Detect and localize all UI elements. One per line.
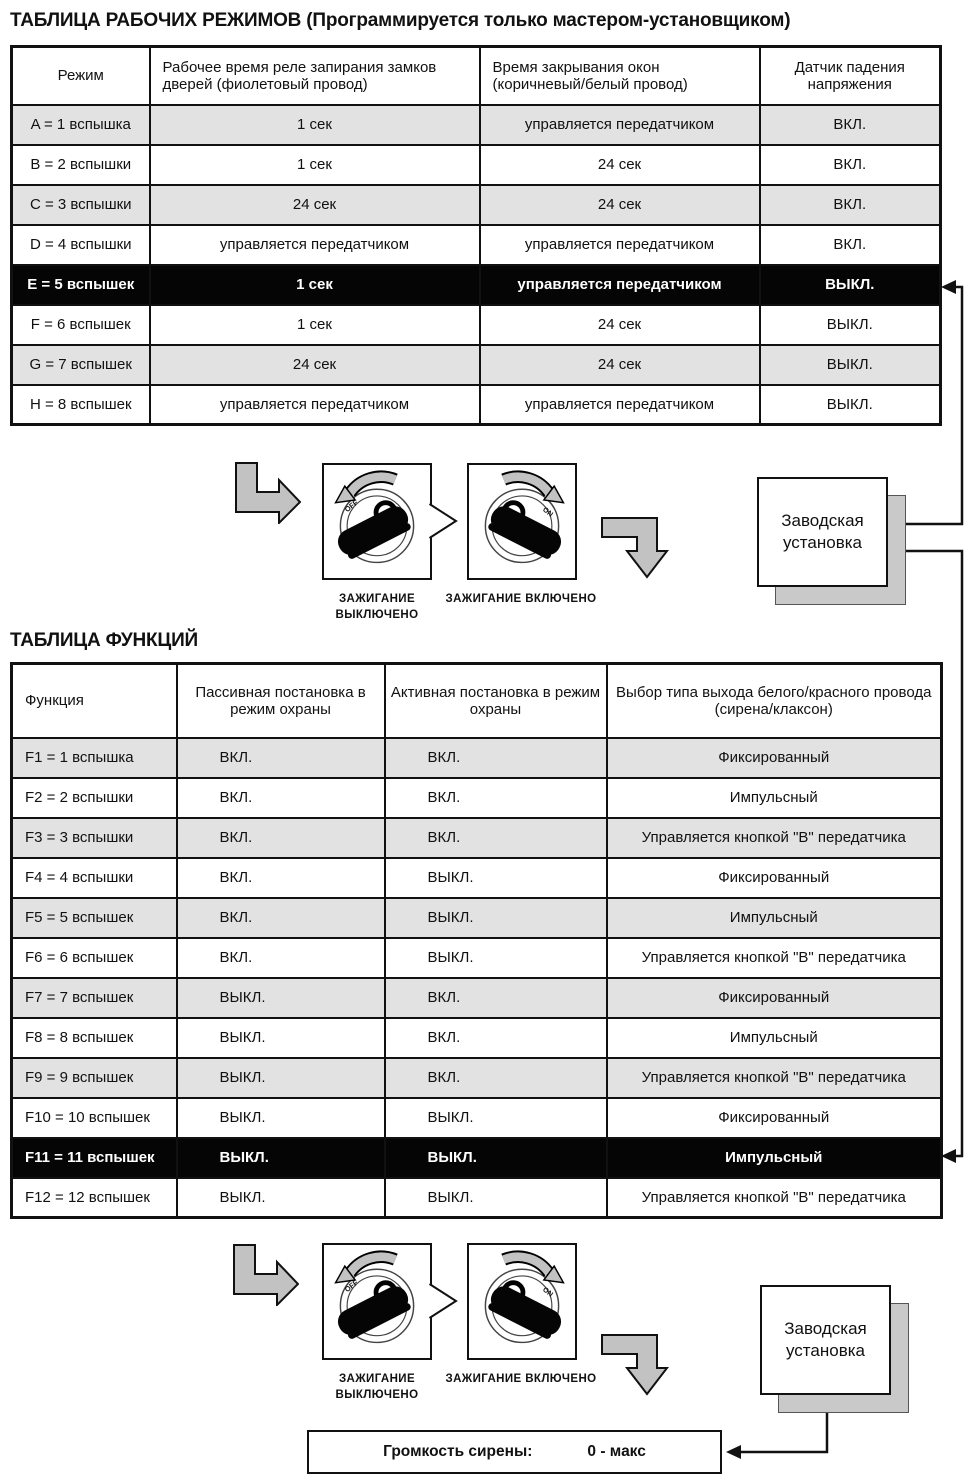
function-cell: F6 = 6 вспышек [12,938,177,978]
table-row [12,858,942,898]
relay-time-cell: управляется передатчиком [150,385,480,425]
siren-output-type-cell: Управляется кнопкой "B" передатчика [607,938,942,978]
mode-cell: H = 8 вспышек [12,385,150,425]
functions-header-output-type: Выбор типа выхода белого/красного провода (сирена/клаксон) [607,664,942,738]
passive-arming-cell: ВЫКЛ. [177,1058,385,1098]
table-row [12,1138,942,1178]
siren-output-type-cell: Импульсный [607,898,942,938]
voltage-drop-sensor-cell: ВКЛ. [760,225,941,265]
modes-header-row [12,47,941,105]
siren-output-type-cell: Управляется кнопкой "B" передатчика [607,1178,942,1218]
table-row [12,1098,942,1138]
pointer-chevron-icon [430,504,457,538]
relay-time-cell: 1 сек [150,305,480,345]
active-arming-cell: ВКЛ. [385,1058,607,1098]
flow-arrow-down-right-icon [235,462,301,524]
modes-header-voltage-sensor: Датчик падения напряжения [760,47,941,105]
table-row [12,265,941,305]
voltage-drop-sensor-cell: ВЫКЛ. [760,385,941,425]
siren-output-type-cell: Управляется кнопкой "B" передатчика [607,1058,942,1098]
voltage-drop-sensor-cell: ВЫКЛ. [760,345,941,385]
active-arming-cell: ВЫКЛ. [385,1138,607,1178]
function-cell: F9 = 9 вспышек [12,1058,177,1098]
window-close-time-cell: управляется передатчиком [480,265,760,305]
passive-arming-cell: ВКЛ. [177,938,385,978]
functions-table-title: ТАБЛИЦА ФУНКЦИЙ [10,630,199,651]
active-arming-cell: ВКЛ. [385,978,607,1018]
table-row [12,938,942,978]
mode-cell: B = 2 вспышки [12,145,150,185]
page-title: ТАБЛИЦА РАБОЧИХ РЕЖИМОВ (Программируется только мастером-установщиком) [10,10,791,31]
passive-arming-cell: ВЫКЛ. [177,978,385,1018]
active-arming-cell: ВЫКЛ. [385,938,607,978]
siren-output-type-cell: Фиксированный [607,738,942,778]
active-arming-cell: ВЫКЛ. [385,1178,607,1218]
passive-arming-cell: ВЫКЛ. [177,1178,385,1218]
active-arming-cell: ВКЛ. [385,818,607,858]
passive-arming-cell: ВКЛ. [177,818,385,858]
mode-cell: E = 5 вспышек [12,265,150,305]
passive-arming-cell: ВКЛ. [177,858,385,898]
voltage-drop-sensor-cell: ВЫКЛ. [760,305,941,345]
ignition-key-on-box [467,1243,577,1360]
ignition-key-off-box [322,1243,432,1360]
table-row [12,738,942,778]
active-arming-cell: ВКЛ. [385,778,607,818]
passive-arming-cell: ВЫКЛ. [177,1098,385,1138]
function-cell: F5 = 5 вспышек [12,898,177,938]
function-cell: F11 = 11 вспышек [12,1138,177,1178]
turn-key-left-icon [324,465,430,578]
table-row [12,305,941,345]
ignition-key-off-box [322,463,432,580]
table-row [12,898,942,938]
passive-arming-cell: ВЫКЛ. [177,1138,385,1178]
table-row [12,1018,942,1058]
active-arming-cell: ВЫКЛ. [385,858,607,898]
voltage-drop-sensor-cell: ВКЛ. [760,105,941,145]
functions-header-passive-arming: Пассивная постановка в режим охраны [177,664,385,738]
function-cell: F12 = 12 вспышек [12,1178,177,1218]
turn-key-right-icon [469,1245,575,1358]
function-cell: F7 = 7 вспышек [12,978,177,1018]
window-close-time-cell: управляется передатчиком [480,105,760,145]
relay-time-cell: 1 сек [150,265,480,305]
voltage-drop-sensor-cell: ВКЛ. [760,145,941,185]
passive-arming-cell: ВКЛ. [177,738,385,778]
turn-key-right-icon [469,465,575,578]
turn-key-left-icon [324,1245,430,1358]
mode-cell: G = 7 вспышек [12,345,150,385]
function-cell: F1 = 1 вспышка [12,738,177,778]
function-cell: F8 = 8 вспышек [12,1018,177,1058]
arrowhead-left-icon [941,1149,956,1163]
table-row [12,145,941,185]
functions-header-row [12,664,942,738]
key-on-label: ON [541,1284,556,1299]
ignition-on-label: ЗАЖИГАНИЕ ВКЛЮЧЕНО [445,593,597,605]
table-row [12,105,941,145]
table-row [12,778,942,818]
window-close-time-cell: 24 сек [480,145,760,185]
function-cell: F2 = 2 вспышки [12,778,177,818]
function-cell: F4 = 4 вспышки [12,858,177,898]
siren-output-type-cell: Управляется кнопкой "B" передатчика [607,818,942,858]
mode-cell: F = 6 вспышек [12,305,150,345]
siren-output-type-cell: Фиксированный [607,858,942,898]
voltage-drop-sensor-cell: ВКЛ. [760,185,941,225]
siren-output-type-cell: Фиксированный [607,978,942,1018]
flow-arrow-right-down-icon [601,1334,669,1396]
table-row [12,1178,942,1218]
key-on-label: ON [541,504,556,519]
relay-time-cell: управляется передатчиком [150,225,480,265]
mode-cell: A = 1 вспышка [12,105,150,145]
table-row [12,345,941,385]
arrowhead-left-icon [726,1445,741,1459]
siren-volume-box [307,1430,722,1474]
table-row [12,185,941,225]
flow-arrow-down-right-icon [233,1244,299,1306]
ignition-key-on-box [467,463,577,580]
relay-time-cell: 24 сек [150,185,480,225]
active-arming-cell: ВЫКЛ. [385,898,607,938]
siren-output-type-cell: Импульсный [607,778,942,818]
table-row [12,385,941,425]
function-cell: F3 = 3 вспышки [12,818,177,858]
flow-arrow-right-down-icon [601,517,669,579]
relay-time-cell: 24 сек [150,345,480,385]
siren-output-type-cell: Импульсный [607,1138,942,1178]
modes-header-window-time: Время закрывания окон (коричневый/белый провод) [480,47,760,105]
window-close-time-cell: управляется передатчиком [480,225,760,265]
passive-arming-cell: ВКЛ. [177,898,385,938]
relay-time-cell: 1 сек [150,105,480,145]
functions-table [10,662,943,1219]
ignition-off-label: ЗАЖИГАНИЕ ВЫКЛЮЧЕНО [335,1373,419,1401]
voltage-drop-sensor-cell: ВЫКЛ. [760,265,941,305]
modes-header-mode: Режим [12,47,150,105]
table-row [12,1058,942,1098]
arrowhead-left-icon [941,280,956,294]
passive-arming-cell: ВКЛ. [177,778,385,818]
table-row [12,978,942,1018]
pointer-chevron-icon [430,1284,457,1318]
factory-setting-box: Заводская установка [757,477,888,587]
key-off-label: OFF [342,497,360,514]
modes-header-relay-time: Рабочее время реле запирания замков дверей (фиолетовый провод) [150,47,480,105]
modes-table [10,45,942,426]
window-close-time-cell: 24 сек [480,305,760,345]
table-row [12,225,941,265]
mode-cell: D = 4 вспышки [12,225,150,265]
active-arming-cell: ВКЛ. [385,738,607,778]
active-arming-cell: ВЫКЛ. [385,1098,607,1138]
siren-output-type-cell: Фиксированный [607,1098,942,1138]
function-cell: F10 = 10 вспышек [12,1098,177,1138]
functions-header-active-arming: Активная постановка в режим охраны [385,664,607,738]
key-off-label: OFF [342,1277,360,1294]
factory-setting-box: Заводская установка [760,1285,891,1395]
window-close-time-cell: управляется передатчиком [480,385,760,425]
functions-header-function: Функция [12,664,177,738]
table-row [12,818,942,858]
window-close-time-cell: 24 сек [480,345,760,385]
mode-cell: C = 3 вспышки [12,185,150,225]
window-close-time-cell: 24 сек [480,185,760,225]
siren-volume-value: 0 - макс [587,1443,646,1460]
ignition-on-label: ЗАЖИГАНИЕ ВКЛЮЧЕНО [445,1373,597,1385]
ignition-off-label: ЗАЖИГАНИЕ ВЫКЛЮЧЕНО [335,593,419,621]
relay-time-cell: 1 сек [150,145,480,185]
siren-volume-label: Громкость сирены: [383,1443,533,1460]
siren-output-type-cell: Импульсный [607,1018,942,1058]
passive-arming-cell: ВЫКЛ. [177,1018,385,1058]
active-arming-cell: ВКЛ. [385,1018,607,1058]
